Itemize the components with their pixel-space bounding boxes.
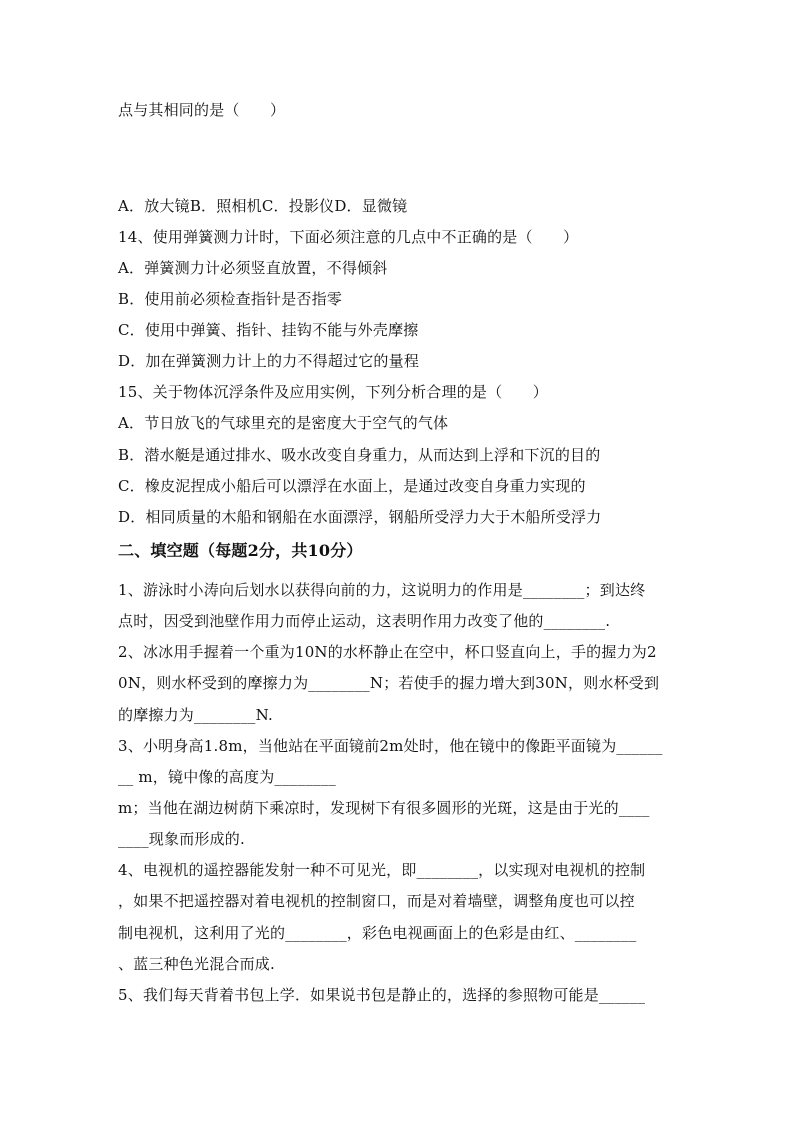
question-15-option-b: B．潜水艇是通过排水、吸水改变自身重力，从而达到上浮和下沉的目的 — [118, 446, 601, 464]
question-15-option-a: A．节日放飞的气球里充的是密度大于空气的气体 — [118, 414, 449, 432]
fill-question-1-line-1: 1、游泳时小涛向后划水以获得向前的力，这说明力的作用是________；到达终 — [118, 581, 646, 599]
question-15-stem: 15、关于物体沉浮条件及应用实例，下列分析合理的是（ ） — [118, 383, 548, 401]
fill-question-4-line-3: 制电视机，这利用了光的________，彩色电视画面上的色彩是由红、________ — [118, 924, 637, 942]
section-heading-fill-in: 二、填空题（每题2分，共10分） — [118, 541, 363, 560]
fill-question-5-line-1: 5、我们每天背着书包上学．如果说书包是静止的，选择的参照物可能是______ — [118, 986, 646, 1004]
fill-question-2-line-1: 2、冰冰用手握着一个重为10N的水杯静止在空中，杯口竖直向上，手的握力为2 — [118, 643, 657, 661]
question-15-option-c: C．橡皮泥捏成小船后可以漂浮在水面上，是通过改变自身重力实现的 — [118, 477, 586, 495]
question-14-option-b: B．使用前必须检查指针是否指零 — [118, 290, 343, 308]
fill-question-3-line-1: 3、小明身高1.8m，当他站在平面镜前2m处时，他在镜中的像距平面镜为______ — [118, 737, 663, 755]
question-14-option-d: D．加在弹簧测力计上的力不得超过它的量程 — [118, 352, 420, 370]
fill-question-2-line-3: 的摩擦力为________N. — [118, 706, 273, 724]
question-13-continuation: 点与其相同的是（ ） — [118, 101, 286, 119]
fill-question-4-line-4: 、蓝三种色光混合而成. — [118, 955, 275, 973]
question-14-option-c: C．使用中弹簧、指针、挂钩不能与外壳摩擦 — [118, 321, 419, 339]
fill-question-4-line-1: 4、电视机的遥控器能发射一种不可见光，即________，以实现对电视机的控制 — [118, 861, 646, 879]
fill-question-2-line-2: 0N，则水杯受到的摩擦力为________N；若使手的握力增大到30N，则水杯受到 — [118, 674, 660, 692]
fill-question-3-line-3: m；当他在湖边树荫下乘凉时，发现树下有很多圆形的光斑，这是由于光的____ — [118, 799, 650, 817]
question-14-stem: 14、使用弹簧测力计时，下面必须注意的几点中不正确的是（ ） — [118, 228, 579, 246]
fill-question-3-line-2: __ m，镜中像的高度为________ — [118, 768, 336, 786]
question-15-option-d: D．相同质量的木船和钢船在水面漂浮，钢船所受浮力大于木船所受浮力 — [118, 508, 602, 526]
fill-question-1-line-2: 点时，因受到池壁作用力而停止运动，这表明作用力改变了他的________. — [118, 612, 611, 630]
fill-question-4-line-2: ，如果不把遥控器对着电视机的控制窗口，而是对着墙壁，调整角度也可以控 — [118, 892, 635, 910]
question-14-option-a: A．弹簧测力计必须竖直放置，不得倾斜 — [118, 259, 388, 277]
question-13-options: A．放大镜B．照相机C．投影仪D．显微镜 — [118, 197, 408, 215]
fill-question-3-line-4: ____现象而形成的. — [118, 830, 245, 848]
